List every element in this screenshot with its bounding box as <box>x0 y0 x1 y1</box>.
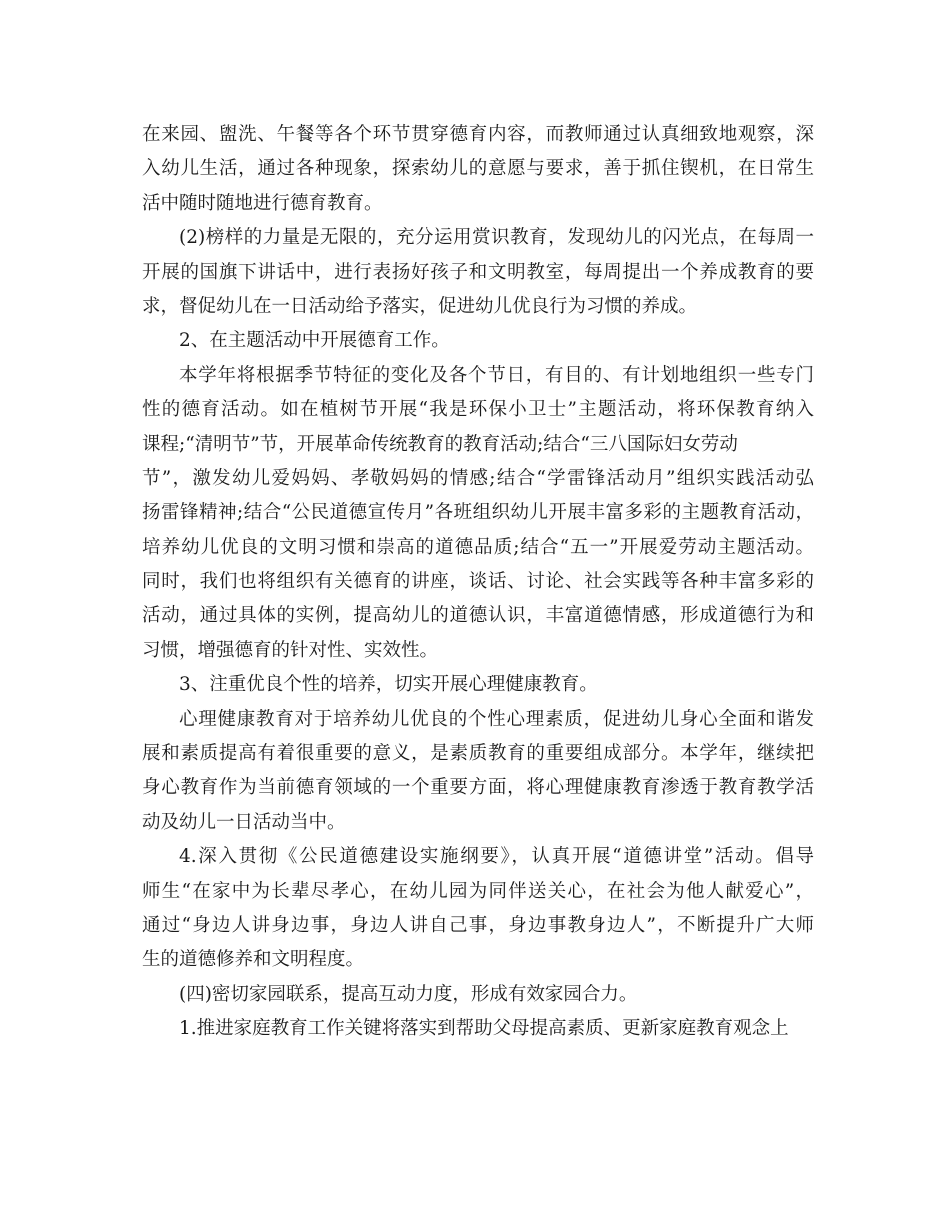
text-line: 4.深入贯彻《公民道德建设实施纲要》，认真开展“道德讲堂”活动。倡导 <box>179 846 814 868</box>
text-line: 性的德育活动。如在植树节开展“我是环保小卫士”主题活动，将环保教育纳入 <box>142 399 814 421</box>
text-line: 课程;“清明节”节，开展革命传统教育的教育活动;结合“三八国际妇女劳动 <box>142 433 738 455</box>
text-line: 心理健康教育对于培养幼儿优良的个性心理素质，促进幼儿身心全面和谐发 <box>179 708 814 730</box>
text-line: 1.推进家庭教育工作关键将落实到帮助父母提高素质、更新家庭教育观念上 <box>179 1018 789 1040</box>
text-line: 开展的国旗下讲话中，进行表扬好孩子和文明教室，每周提出一个养成教育的要 <box>142 261 814 283</box>
text-line: 培养幼儿优良的文明习惯和崇高的道德品质;结合“五一”开展爱劳动主题活动。 <box>142 536 814 558</box>
text-line: 生的道德修养和文明程度。 <box>142 949 365 971</box>
text-line: 同时，我们也将组织有关德育的讲座，谈话、讨论、社会实践等各种丰富多彩的 <box>142 571 814 593</box>
text-line: (2)榜样的力量是无限的，充分运用赏识教育，发现幼儿的闪光点，在每周一 <box>179 227 814 249</box>
text-line: 通过“身边人讲身边事，身边人讲自己事，身边事教身边人”，不断提升广大师 <box>142 914 814 936</box>
text-line: 活中随时随地进行德育教育。 <box>142 192 383 214</box>
text-line: 入幼儿生活，通过各种现象，探索幼儿的意愿与要求，善于抓住锲机，在日常生 <box>142 158 814 180</box>
text-line: 身心教育作为当前德育领域的一个重要方面，将心理健康教育渗透于教育教学活 <box>142 777 814 799</box>
text-line: 师生“在家中为长辈尽孝心，在幼儿园为同伴送关心，在社会为他人献爱心”， <box>142 880 814 902</box>
text-line: 3、注重优良个性的培养，切实开展心理健康教育。 <box>179 674 598 696</box>
document-body <box>142 118 814 1047</box>
text-line: 求，督促幼儿在一日活动给予落实，促进幼儿优良行为习惯的养成。 <box>142 295 698 317</box>
text-line: 节”，激发幼儿爱妈妈、孝敬妈妈的情感;结合“学雷锋活动月”组织实践活动弘 <box>142 467 814 489</box>
text-line: 活动，通过具体的实例，提高幼儿的道德认识，丰富道德情感，形成道德行为和 <box>142 605 814 627</box>
text-line: 习惯，增强德育的针对性、实效性。 <box>142 639 439 661</box>
text-line: 在来园、盥洗、午餐等各个环节贯穿德育内容，而教师通过认真细致地观察，深 <box>142 124 814 145</box>
text-line: 展和素质提高有着很重要的意义，是素质教育的重要组成部分。本学年，继续把 <box>142 743 814 765</box>
text-line: (四)密切家园联系，提高互动力度，形成有效家园合力。 <box>179 983 638 1005</box>
text-line: 2、在主题活动中开展德育工作。 <box>179 330 450 352</box>
text-line: 本学年将根据季节特征的变化及各个节日，有目的、有计划地组织一些专门 <box>179 364 814 386</box>
text-line: 动及幼儿一日活动当中。 <box>142 811 346 833</box>
text-line: 扬雷锋精神;结合“公民道德宣传月”各班组织幼儿开展丰富多彩的主题教育活动， <box>142 502 814 524</box>
